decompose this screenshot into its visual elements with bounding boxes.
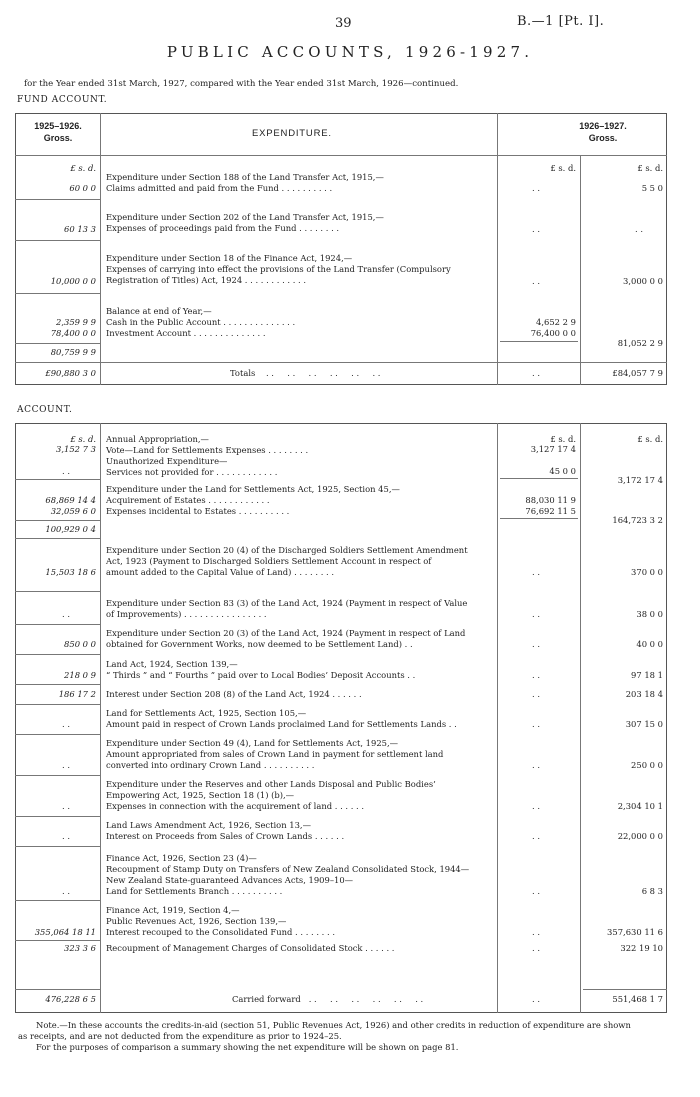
curr-amount: 2,304 10 1 <box>617 801 663 811</box>
table-row-text: Expenditure under Section 49 (4), Land for Settlements Act, 1925,— Amount appropriated from sales of Crown Land in payment for settlement land converted into ordinary Crown Land . . . . . . . . . . <box>106 738 444 770</box>
row-rule <box>15 654 101 655</box>
prev-amount: . . <box>62 719 70 729</box>
row-rule <box>15 684 101 685</box>
prev-amount: . . <box>62 886 70 896</box>
carried-curr: 551,468 1 7 <box>612 994 663 1004</box>
mid-amount: . . <box>532 609 540 619</box>
footnote: For the purposes of comparison a summary showing the net expenditure will be shown on page 81. <box>36 1042 459 1052</box>
curr-amount: 97 18 1 <box>631 670 663 680</box>
row-rule <box>15 538 101 539</box>
page-title: PUBLIC ACCOUNTS, 1926-1927. <box>166 43 534 61</box>
row-rule <box>15 199 101 200</box>
table-row-text: Expenditure under Section 188 of the Land Transfer Act, 1915,— Claims admitted and paid from the Fund . . . . . . . . . . <box>106 172 384 193</box>
mid-amount: 45 0 0 <box>549 466 576 476</box>
row-rule <box>15 704 101 705</box>
table-row-text: Expenditure under Section 202 of the Land Transfer Act, 1915,— Expenses of proceedings paid from the Fund . . . . . . . . <box>106 212 384 233</box>
prev-amount: 186 17 2 <box>58 689 96 699</box>
table-row-text: Expenditure under the Reserves and other Lands Disposal and Public Bodies’ Empowering Act, 1925, Section 18 (1) (b),— Expenses in connection with the acquirement of land . . . . . . <box>106 779 436 811</box>
table-row-text: Expenditure under the Land for Settlements Act, 1925, Section 45,— Acquirement of Estates . . . . . . . . . . . . Expenses incidental to Estates . . . . . . . . . . <box>106 484 400 516</box>
units-right: £ s. d. <box>637 163 663 173</box>
row-rule <box>15 940 101 941</box>
curr-amount: 40 0 0 <box>636 639 663 649</box>
curr-amount: 22,000 0 0 <box>617 831 663 841</box>
row-rule <box>15 775 101 776</box>
mid-amount: . . <box>532 183 540 193</box>
subtotal-rule <box>15 520 101 521</box>
row-rule <box>15 816 101 817</box>
table-row-text: Expenditure under Section 83 (3) of the Land Act, 1924 (Payment in respect of Value of Improvements) . . . . . . . . . . . . . . . . <box>106 598 468 619</box>
mid-amount: 76,400 0 0 <box>530 328 576 338</box>
row-rule <box>15 734 101 735</box>
mid-amount: . . <box>532 760 540 770</box>
header-prev-year: 1925–1926. Gross. <box>34 121 82 143</box>
prev-amount: 78,400 0 0 <box>50 328 96 338</box>
units-right: £ s. d. <box>637 434 663 444</box>
column-divider <box>100 423 101 1013</box>
table-row-text: Land Laws Amendment Act, 1926, Section 13,— Interest on Proceeds from Sales of Crown Lands . . . . . . <box>106 820 345 841</box>
prev-amount: . . <box>62 609 70 619</box>
prev-amount: 15,503 18 6 <box>45 567 96 577</box>
prev-amount: 10,000 0 0 <box>50 276 96 286</box>
prev-amount: 60 0 0 <box>69 183 96 193</box>
row-rule <box>15 989 101 990</box>
header-expenditure: EXPENDITURE. <box>252 128 332 139</box>
curr-amount: 357,630 11 6 <box>607 927 663 937</box>
prev-amount: 60 13 3 <box>64 224 96 234</box>
table-row-text: Expenditure under Section 20 (4) of the Discharged Soldiers Settlement Amendment Act, 1923 (Payment to Discharged Soldiers Settlement Account in respect of amount added to the Capital Value of Land) . . . . . . . . <box>106 545 468 577</box>
mid-amount: . . <box>532 276 540 286</box>
page-number: 39 <box>335 16 352 31</box>
prev-amount: 2,359 9 9 <box>56 317 96 327</box>
column-divider <box>100 113 101 385</box>
row-rule <box>15 362 667 363</box>
units-prev: £ s. d. <box>70 434 96 444</box>
row-rule <box>15 240 101 241</box>
table-row-text: Land Act, 1924, Section 139,— “ Thirds ” and “ Fourths ” paid over to Local Bodies’ Deposit Accounts . . <box>106 659 416 680</box>
prev-amount: . . <box>62 801 70 811</box>
row-rule <box>15 624 101 625</box>
prev-amount: 3,152 7 3 <box>56 444 96 454</box>
table-row-text: Expenditure under Section 20 (3) of the Land Act, 1924 (Payment in respect of Land obtained for Government Works, now deemed to be Settlement Land) . . <box>106 628 466 649</box>
row-rule <box>15 900 101 901</box>
footnote: as receipts, and are not deducted from the expenditure as prior to 1924–25. <box>18 1031 342 1041</box>
prev-amount: 850 0 0 <box>64 639 96 649</box>
footnote: Note.—In these accounts the credits-in-aid (section 51, Public Revenues Act, 1926) and other credits in reduction of expenditure are shown <box>36 1020 631 1030</box>
mid-amount: . . <box>532 943 540 953</box>
document-reference: B.—1 [Pt. I]. <box>517 14 605 29</box>
mid-amount: 88,030 11 9 <box>525 495 576 505</box>
mid-amount: 3,127 17 4 <box>530 444 576 454</box>
row-rule <box>15 591 101 592</box>
table-row-text: Interest under Section 208 (8) of the Land Act, 1924 . . . . . . <box>106 689 362 699</box>
curr-amount: . . <box>635 224 643 234</box>
table-row-text: Finance Act, 1919, Section 4,— Public Revenues Act, 1926, Section 139,— Interest recouped to the Consolidated Fund . . . . . . . . <box>106 905 335 937</box>
prev-amount: 323 3 6 <box>64 943 96 953</box>
table-row-text: Annual Appropriation,— Vote—Land for Settlements Expenses . . . . . . . . Unauthorized Expenditure— Services not provided for . . . . . . . . . . . . <box>106 434 309 477</box>
table-row-text: Expenditure under Section 18 of the Finance Act, 1924,— Expenses of carrying into effect the provisions of the Land Transfer (Compulsory Registration of Titles) Act, 1924 . . . . . . . . . . . . <box>106 253 451 285</box>
totals-curr: £84,057 7 9 <box>612 368 663 378</box>
curr-amount: 307 15 0 <box>625 719 663 729</box>
mid-amount: . . <box>532 801 540 811</box>
units-prev: £ s. d. <box>70 163 96 173</box>
mid-amount: 4,652 2 9 <box>536 317 576 327</box>
units-mid: £ s. d. <box>550 434 576 444</box>
subtotal-rule <box>500 478 578 479</box>
row-rule <box>15 293 101 294</box>
prev-subtotal: 80,759 9 9 <box>50 347 96 357</box>
mid-amount: . . <box>532 224 540 234</box>
mid-amount: . . <box>532 567 540 577</box>
curr-amount: 164,723 3 2 <box>612 515 663 525</box>
mid-amount: . . <box>532 886 540 896</box>
column-divider <box>580 423 581 1013</box>
mid-amount: . . <box>532 927 540 937</box>
units-mid: £ s. d. <box>550 163 576 173</box>
carried-prev: 476,228 6 5 <box>45 994 96 1004</box>
column-divider <box>497 113 498 385</box>
carried-forward-label: Carried forward . . . . . . . . . . . . <box>232 994 424 1004</box>
curr-amount: 38 0 0 <box>636 609 663 619</box>
prev-amount: 355,064 18 11 <box>34 927 96 937</box>
table-row-text: Land for Settlements Act, 1925, Section 105,— Amount paid in respect of Crown Lands proclaimed Land for Settlements Lands . . <box>106 708 457 729</box>
prev-amount: . . <box>62 831 70 841</box>
prev-amount: 218 0 9 <box>64 670 96 680</box>
row-rule <box>15 846 101 847</box>
prev-amount: . . <box>62 760 70 770</box>
subtotal-rule <box>500 518 578 519</box>
page-subtitle: for the Year ended 31st March, 1927, compared with the Year ended 31st March, 1926—continued. <box>24 79 459 89</box>
mid-amount: . . <box>532 639 540 649</box>
mid-amount: . . <box>532 689 540 699</box>
column-divider <box>497 423 498 1013</box>
section-title-account: ACCOUNT. <box>17 405 73 415</box>
totals-prev: £90,880 3 0 <box>45 368 96 378</box>
curr-amount: 370 0 0 <box>631 567 663 577</box>
mid-amount: . . <box>532 670 540 680</box>
curr-amount: 3,000 0 0 <box>623 276 663 286</box>
curr-amount: 203 18 4 <box>625 689 663 699</box>
curr-amount: 3,172 17 4 <box>617 475 663 485</box>
prev-amount: 68,869 14 4 <box>45 495 96 505</box>
curr-amount: 250 0 0 <box>631 760 663 770</box>
row-rule <box>15 479 101 480</box>
prev-subtotal: 100,929 0 4 <box>45 524 96 534</box>
mid-amount: . . <box>532 719 540 729</box>
fund-account-table <box>15 113 667 385</box>
totals-label: Totals . . . . . . . . . . . . <box>230 368 381 378</box>
prev-amount: . . <box>62 466 70 476</box>
totals-mid: . . <box>532 368 540 378</box>
header-curr-year: 1926–1927. Gross. <box>579 121 627 143</box>
row-rule <box>583 989 667 990</box>
curr-amount: 5 5 0 <box>641 183 663 193</box>
section-title-fund-account: FUND ACCOUNT. <box>17 95 108 105</box>
curr-amount: 81,052 2 9 <box>617 338 663 348</box>
table-row-text: Finance Act, 1926, Section 23 (4)— Recoupment of Stamp Duty on Transfers of New Zealand Consolidated Stock, 1944— New Zealand State-guaranteed Advances Acts, 1909–10— Land for Settlements Branch . . . . . . . . . . <box>106 853 470 896</box>
prev-amount: 32,059 6 0 <box>50 506 96 516</box>
table-row-text: Recoupment of Management Charges of Consolidated Stock . . . . . . <box>106 943 395 953</box>
mid-amount: 76,692 11 5 <box>525 506 576 516</box>
curr-amount: 6 8 3 <box>641 886 663 896</box>
subtotal-rule <box>500 341 578 342</box>
carried-mid: . . <box>532 994 540 1004</box>
curr-amount: 322 19 10 <box>620 943 663 953</box>
table-row-text: Balance at end of Year,— Cash in the Public Account . . . . . . . . . . . . . . Investment Account . . . . . . . . . . . . . . <box>106 306 296 338</box>
subtotal-rule <box>15 343 101 344</box>
column-divider <box>580 155 581 385</box>
header-rule <box>15 155 667 156</box>
mid-amount: . . <box>532 831 540 841</box>
